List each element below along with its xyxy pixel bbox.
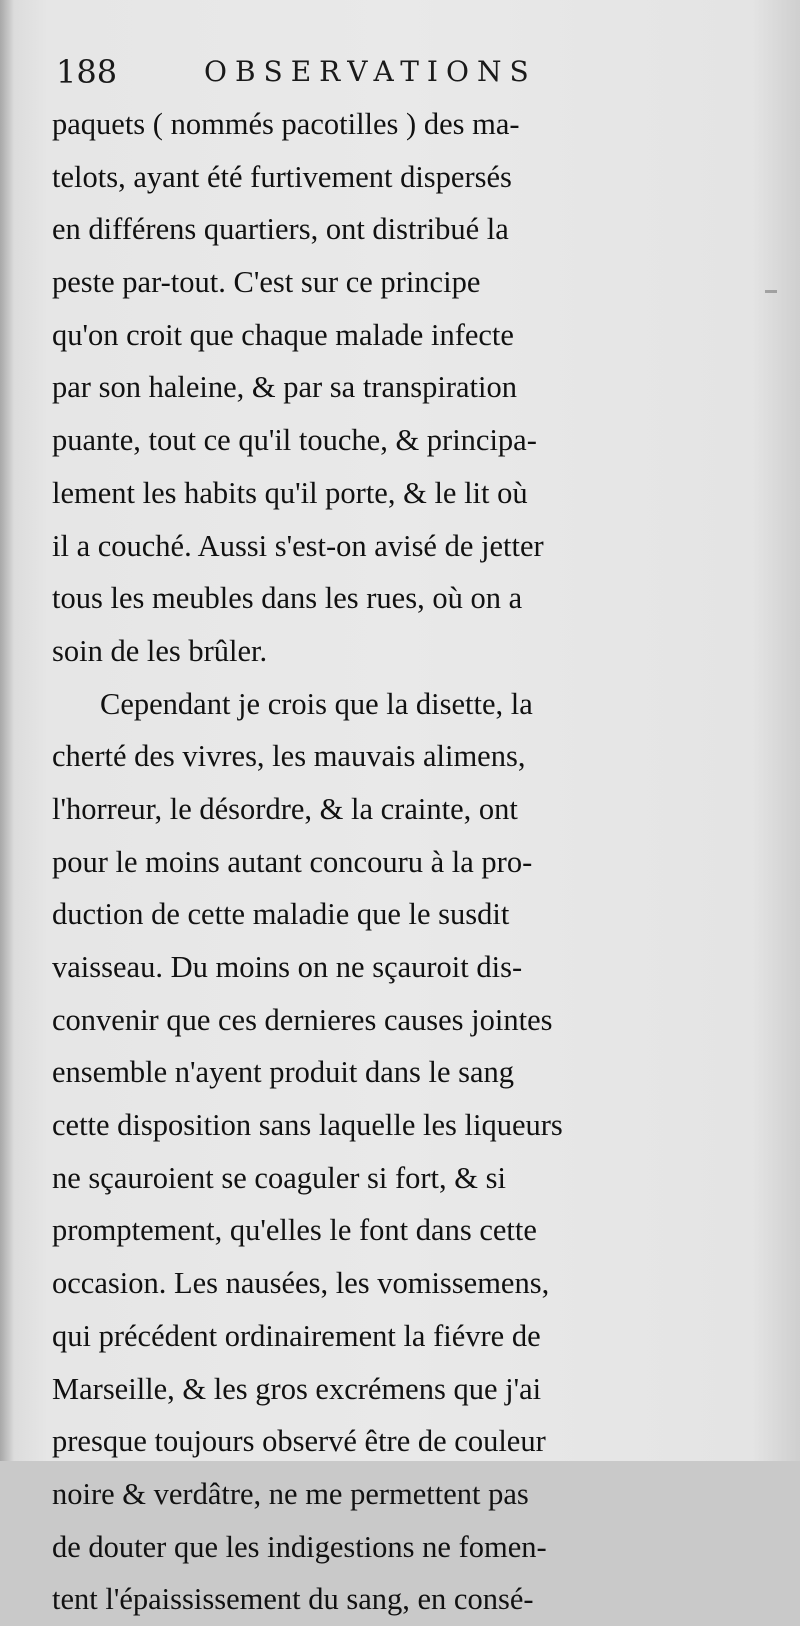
body-text [52,98,752,1626]
text-line: duction de cette maladie que le susdit [52,897,510,932]
text-line: paquets ( nommés pacotilles ) des ma- [52,107,520,141]
running-head-title: OBSERVATIONS [204,55,537,88]
text-line: noire & verdâtre, ne me permettent pas [52,1476,529,1511]
text-line: tous les meubles dans les rues, où on a [52,581,523,616]
text-line: puante, tout ce qu'il touche, & principa- [52,423,537,458]
text-line: peste par-tout. C'est sur ce principe [52,265,481,300]
paragraph-first-line: Cependant je crois que la disette, la [100,686,533,721]
text-line: occasion. Les nausées, les vomissemens, [52,1266,550,1301]
text-line: vaisseau. Du moins on ne sçauroit dis- [52,950,523,984]
text-line: en différens quartiers, ont distribué la [52,212,509,247]
text-line: il a couché. Aussi s'est-on avisé de jetter [52,528,544,563]
text-line: tent l'épaississement du sang, en consé- [52,1582,534,1617]
text-line: telots, ayant été furtivement dispersés [52,159,512,194]
text-line: pour le moins autant concouru à la pro- [52,844,533,879]
text-line: presque toujours observé être de couleur [52,1424,546,1459]
running-head [56,48,756,98]
text-line: lement les habits qu'il porte, & le lit où [52,475,528,510]
text-line: cherté des vivres, les mauvais alimens, [52,739,526,774]
text-line: Marseille, & les gros excrémens que j'ai [52,1371,542,1406]
text-line: ne sçauroient se coaguler si fort, & si [52,1160,506,1195]
margin-mark [765,290,777,293]
text-line: par son haleine, & par sa transpiration [52,370,517,405]
page-gutter-shadow [0,0,14,1461]
text-line: qui précédent ordinairement la fiévre de [52,1318,541,1353]
text-line: ensemble n'ayent produit dans le sang [52,1055,515,1090]
text-line: convenir que ces dernieres causes jointes [52,1002,553,1037]
page-number: 188 [56,53,118,91]
text-line: qu'on croit que chaque malade infecte [52,317,514,352]
text-line: cette disposition sans laquelle les liqueurs [52,1108,563,1143]
text-line: de douter que les indigestions ne fomen- [52,1529,547,1564]
text-line: soin de les brûler. [52,633,268,668]
text-line: promptement, qu'elles le font dans cette [52,1213,537,1248]
text-line: l'horreur, le désordre, & la crainte, ont [52,791,518,826]
